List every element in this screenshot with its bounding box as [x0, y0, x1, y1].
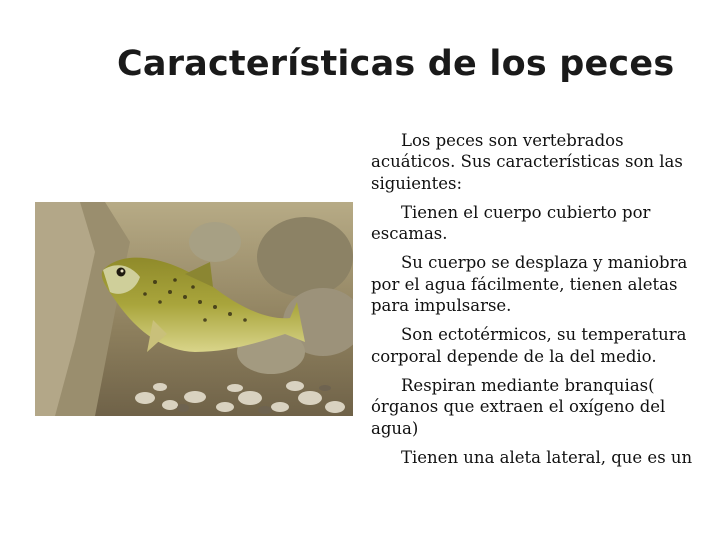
paragraph-intro: Los peces son vertebrados acuáticos. Sus características son las siguientes:: [371, 131, 683, 193]
paragraph-lateral-fin: Tienen una aleta lateral, que es un: [401, 447, 693, 467]
slide-title: Características de los peces: [117, 44, 675, 84]
text-block: [371, 130, 693, 488]
paragraph-ectothermic: Son ectotérmicos, su temperatura corporal depende de la del medio.: [371, 325, 687, 366]
paragraph-scales: Tienen el cuerpo cubierto por escamas.: [371, 202, 651, 244]
paragraph-gills: Respiran mediante branquias( órganos que extraen el oxígeno del agua): [371, 375, 666, 438]
paragraph-movement: Su cuerpo se desplaza y maniobra por el agua fácilmente, tienen aletas para impulsarse.: [371, 253, 688, 316]
fish-photo: [35, 202, 353, 416]
